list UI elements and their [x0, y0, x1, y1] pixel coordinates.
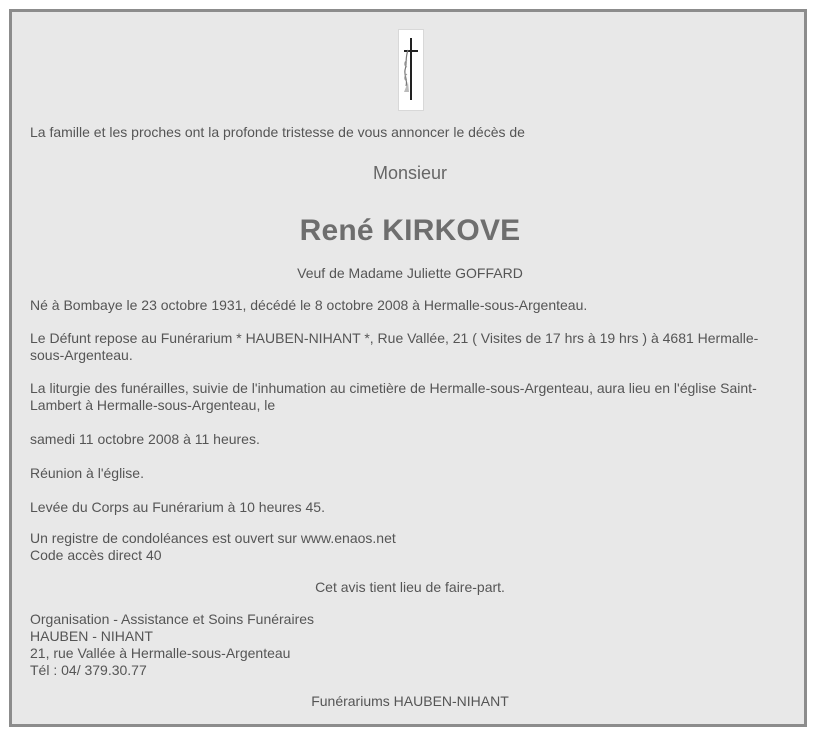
- notice-text: Cet avis tient lieu de faire-part.: [315, 579, 505, 595]
- organisation-address: 21, rue Vallée à Hermalle-sous-Argenteau: [30, 645, 291, 661]
- obituary-card: [9, 9, 807, 727]
- meeting-text: Réunion à l'église.: [30, 465, 144, 481]
- organisation-name: HAUBEN - NIHANT: [30, 628, 153, 644]
- footer-text: Funérariums HAUBEN-NIHANT: [311, 693, 509, 709]
- registry-block: [30, 530, 790, 564]
- birth-death-text: Né à Bombaye le 23 octobre 1931, décédé le 8 octobre 2008 à Hermalle-sous-Argenteau.: [30, 297, 588, 313]
- deceased-name: René KIRKOVE: [299, 214, 521, 247]
- ceremony-date: samedi 11 octobre 2008 à 11 heures.: [30, 431, 260, 447]
- intro-text: La famille et les proches ont la profonde tristesse de vous annoncer le décès de: [30, 124, 525, 140]
- cross-icon: [399, 30, 423, 110]
- access-code-line: Code accès direct 40: [30, 547, 162, 563]
- liturgy-text: La liturgie des funérailles, suivie de l'inhumation au cimetière de Hermalle-sous-Argenteau, aura lieu en l'église Saint-Lambert à Hermalle-sous-Argenteau, le: [30, 380, 757, 413]
- organisation-phone: Tél : 04/ 379.30.77: [30, 662, 147, 678]
- organisation-block: [30, 611, 790, 679]
- cross-emblem: [398, 29, 424, 111]
- levee-text: Levée du Corps au Funérarium à 10 heures 45.: [30, 499, 325, 515]
- registry-line: Un registre de condoléances est ouvert sur www.enaos.net: [30, 530, 396, 546]
- honorific: Monsieur: [372, 163, 448, 183]
- widower-of: Veuf de Madame Juliette GOFFARD: [297, 265, 523, 281]
- organisation-title: Organisation - Assistance et Soins Funéraires: [30, 611, 315, 627]
- repose-text: Le Défunt repose au Funérarium * HAUBEN-NIHANT *, Rue Vallée, 21 ( Visites de 17 hrs à 19 hrs ) à 4681 Hermalle-sous-Argenteau.: [30, 330, 759, 363]
